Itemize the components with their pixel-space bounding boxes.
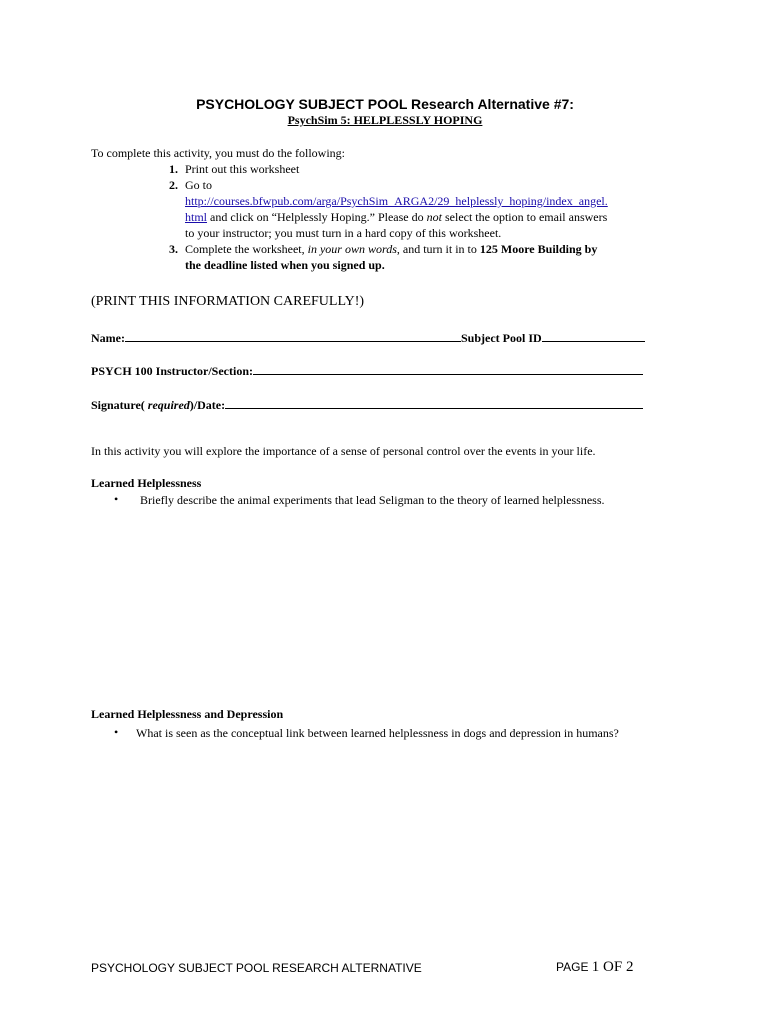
step-text: to your instructor; you must turn in a hard copy of this worksheet.: [185, 226, 502, 240]
name-field-line[interactable]: [125, 329, 461, 342]
instructions-intro: To complete this activity, you must do the following:: [91, 146, 346, 160]
page-prefix: PAGE: [556, 960, 592, 974]
footer-title: PSYCHOLOGY SUBJECT POOL RESEARCH ALTERNATIVE: [91, 961, 422, 975]
psychsim-link-line2[interactable]: html: [185, 210, 208, 224]
psychsim-link-line1[interactable]: http://courses.bfwpub.com/arga/PsychSim_ARGA2/29_helplessly_hoping/index_angel.: [185, 194, 608, 208]
step-text-emphasis: not: [426, 210, 442, 224]
step-text: [185, 241, 685, 257]
step-text-bold: the deadline listed when you signed up.: [185, 258, 385, 272]
step-number: 3.: [169, 242, 178, 256]
page-info: 1 OF 2: [591, 959, 634, 975]
signature-date-field-line[interactable]: [225, 396, 643, 409]
signature-label: Signature( required)/Date:: [91, 398, 226, 412]
step-text-emphasis: in your own words: [307, 242, 397, 256]
section-heading: Learned Helplessness: [91, 476, 202, 490]
document-subtitle: PsychSim 5: HELPLESSLY HOPING: [287, 113, 483, 127]
step-text: Print out this worksheet: [185, 162, 300, 176]
print-notice: (PRINT THIS INFORMATION CAREFULLY!): [91, 294, 365, 309]
section-heading: Learned Helplessness and Depression: [91, 707, 284, 721]
step-text: Go to: [185, 178, 212, 192]
activity-intro: In this activity you will explore the importance of a sense of personal control over the events in your life.: [91, 444, 596, 458]
name-row: [91, 329, 645, 346]
step-text-segment: Complete the worksheet,: [185, 242, 308, 256]
bullet-icon: •: [114, 492, 119, 506]
step-text-segment: select the option to email answers: [441, 210, 608, 224]
step-text-bold: 125 Moore Building by: [479, 242, 598, 256]
subject-pool-id-field-line[interactable]: [542, 329, 645, 342]
step-text-segment: , and turn it in to: [396, 242, 480, 256]
name-label: Name:: [91, 331, 125, 345]
instructor-section-field-line[interactable]: [253, 362, 643, 375]
psychsim-link[interactable]: [185, 193, 685, 209]
document-title: PSYCHOLOGY SUBJECT POOL Research Alternative #7:: [196, 96, 574, 112]
page-number: [556, 959, 633, 976]
step-number: 1.: [169, 162, 178, 176]
question-text: Briefly describe the animal experiments that lead Seligman to the theory of learned helplessness.: [140, 493, 605, 507]
step-number: 2.: [169, 178, 178, 192]
question-text: What is seen as the conceptual link between learned helplessness in dogs and depression in humans?: [136, 726, 619, 740]
signature-row: [91, 396, 643, 413]
instructor-row: [91, 362, 643, 379]
subject-pool-id-label: Subject Pool ID: [460, 331, 542, 345]
bullet-icon: •: [114, 725, 119, 739]
step-text-segment: and click on “Helplessly Hoping.” Please do: [207, 210, 427, 224]
instructor-section-label: PSYCH 100 Instructor/Section:: [91, 364, 253, 378]
step-text: [185, 209, 685, 225]
